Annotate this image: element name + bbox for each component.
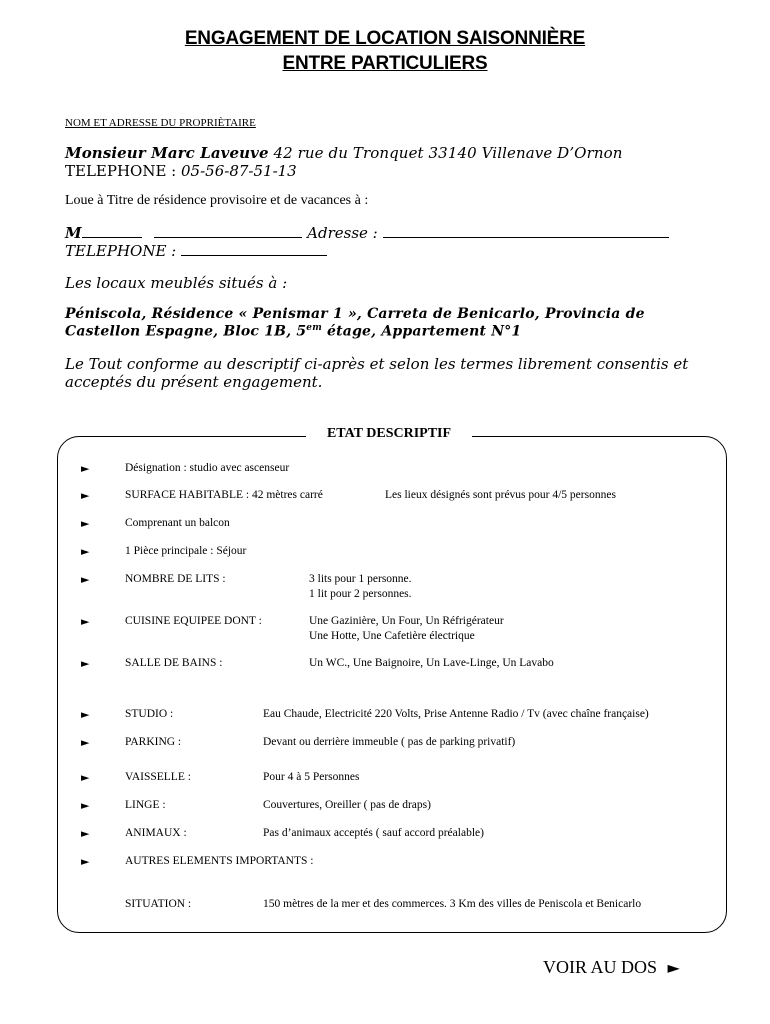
bullet-icon: ► [81, 708, 90, 721]
item-surface-capacity: Les lieux désignés sont prévus pour 4/5 personnes [385, 489, 616, 501]
bullet-icon: ► [81, 489, 90, 502]
bullet-icon: ► [81, 517, 90, 530]
situation-value: 150 mètres de la mer et des commerces. 3 Km des villes de Peniscola et Benicarlo [263, 898, 642, 910]
voir-au-dos [543, 957, 680, 978]
bullet-icon: ► [81, 736, 90, 749]
bullet-icon: ► [81, 799, 90, 812]
item-studio-label: STUDIO : [125, 708, 174, 720]
situation-label: SITUATION : [125, 898, 192, 910]
item-lits-label: NOMBRE DE LITS : [125, 573, 226, 585]
bullet-icon: ► [81, 545, 90, 558]
owner-section-label: NOM ET ADRESSE DU PROPRIÈTAIRE [65, 117, 256, 129]
owner-phone-label: TELEPHONE : [65, 162, 182, 180]
item-linge-value: Couvertures, Oreiller ( pas de draps) [263, 799, 431, 811]
bullet-icon: ► [81, 855, 90, 868]
item-animaux-value: Pas d’animaux acceptés ( sauf accord préalable) [263, 827, 484, 839]
owner-phone-line [65, 162, 297, 180]
item-autres-label: AUTRES ELEMENTS IMPORTANTS : [125, 855, 314, 867]
bullet-icon: ► [81, 657, 90, 670]
tenant-phone-line [65, 241, 327, 260]
tenant-m-label: M [65, 224, 82, 242]
owner-name: Monsieur Marc Laveuve [65, 144, 269, 162]
item-lits-value-1: 3 lits pour 1 personne. [309, 573, 412, 585]
tenant-phone-label: TELEPHONE : [65, 242, 182, 260]
item-lits-value-2: 1 lit pour 2 personnes. [309, 588, 412, 600]
premises-intro: Les locaux meublés situés à : [65, 274, 288, 292]
tenant-name-line [65, 223, 669, 242]
owner-line [65, 144, 623, 162]
bullet-icon: ► [81, 771, 90, 784]
item-bains-label: SALLE DE BAINS : [125, 657, 223, 669]
tenant-address-blank[interactable] [383, 223, 669, 238]
tenant-intro: Loue à Titre de résidence provisoire et de vacances à : [65, 193, 369, 208]
item-animaux-label: ANIMAUX : [125, 827, 187, 839]
document-title-line-2: ENTRE PARTICULIERS [282, 53, 488, 74]
conform-line-2: acceptés du présent engagement. [65, 373, 323, 391]
item-cuisine-label: CUISINE EQUIPEE DONT : [125, 615, 262, 627]
item-linge-label: LINGE : [125, 799, 166, 811]
tenant-phone-blank[interactable] [181, 241, 327, 256]
owner-address: 42 rue du Tronquet 33140 Villenave D’Ornon [268, 144, 623, 162]
item-studio-value: Eau Chaude, Electricité 220 Volts, Prise Antenne Radio / Tv (avec chaîne française) [263, 708, 649, 720]
item-vaisselle-value: Pour 4 à 5 Personnes [263, 771, 360, 783]
bullet-icon: ► [81, 462, 90, 475]
etat-descriptif-title: ETAT DESCRIPTIF [306, 426, 472, 442]
bullet-icon: ► [81, 615, 90, 628]
item-surface: SURFACE HABITABLE : 42 mètres carré [125, 489, 323, 501]
bullet-icon: ► [81, 573, 90, 586]
item-balcon: Comprenant un balcon [125, 517, 230, 529]
premises-location-2a: Castellon Espagne, Bloc 1B, 5 [65, 323, 307, 340]
arrow-right-icon: ► [667, 958, 680, 977]
item-vaisselle-label: VAISSELLE : [125, 771, 191, 783]
voir-au-dos-label: VOIR AU DOS [543, 957, 658, 977]
bullet-icon: ► [81, 827, 90, 840]
conform-line-1: Le Tout conforme au descriptif ci-après et selon les termes librement consentis et [65, 355, 689, 373]
item-bains-value: Un WC., Une Baignoire, Un Lave-Linge, Un Lavabo [309, 657, 554, 669]
item-designation: Désignation : studio avec ascenseur [125, 462, 290, 474]
tenant-name-blank-2[interactable] [154, 223, 302, 238]
tenant-name-blank-1[interactable] [82, 223, 142, 238]
premises-location-line-2 [65, 323, 521, 340]
item-parking-value: Devant ou derrière immeuble ( pas de parking privatif) [263, 736, 516, 748]
premises-location-2b: étage, Appartement N°1 [321, 323, 522, 340]
document-title-line-1: ENGAGEMENT DE LOCATION SAISONNIÈRE [184, 28, 586, 49]
tenant-address-label: Adresse : [302, 224, 383, 242]
item-cuisine-value-2: Une Hotte, Une Cafetière électrique [309, 630, 475, 642]
item-parking-label: PARKING : [125, 736, 182, 748]
premises-location-line-1: Péniscola, Résidence « Penismar 1 », Carreta de Benicarlo, Provincia de [65, 306, 645, 322]
item-piece-principale: 1 Pièce principale : Séjour [125, 545, 247, 557]
owner-phone: 05-56-87-51-13 [181, 162, 297, 180]
item-cuisine-value-1: Une Gazinière, Un Four, Un Réfrigérateur [309, 615, 504, 627]
premises-floor-sup: em [306, 323, 322, 333]
